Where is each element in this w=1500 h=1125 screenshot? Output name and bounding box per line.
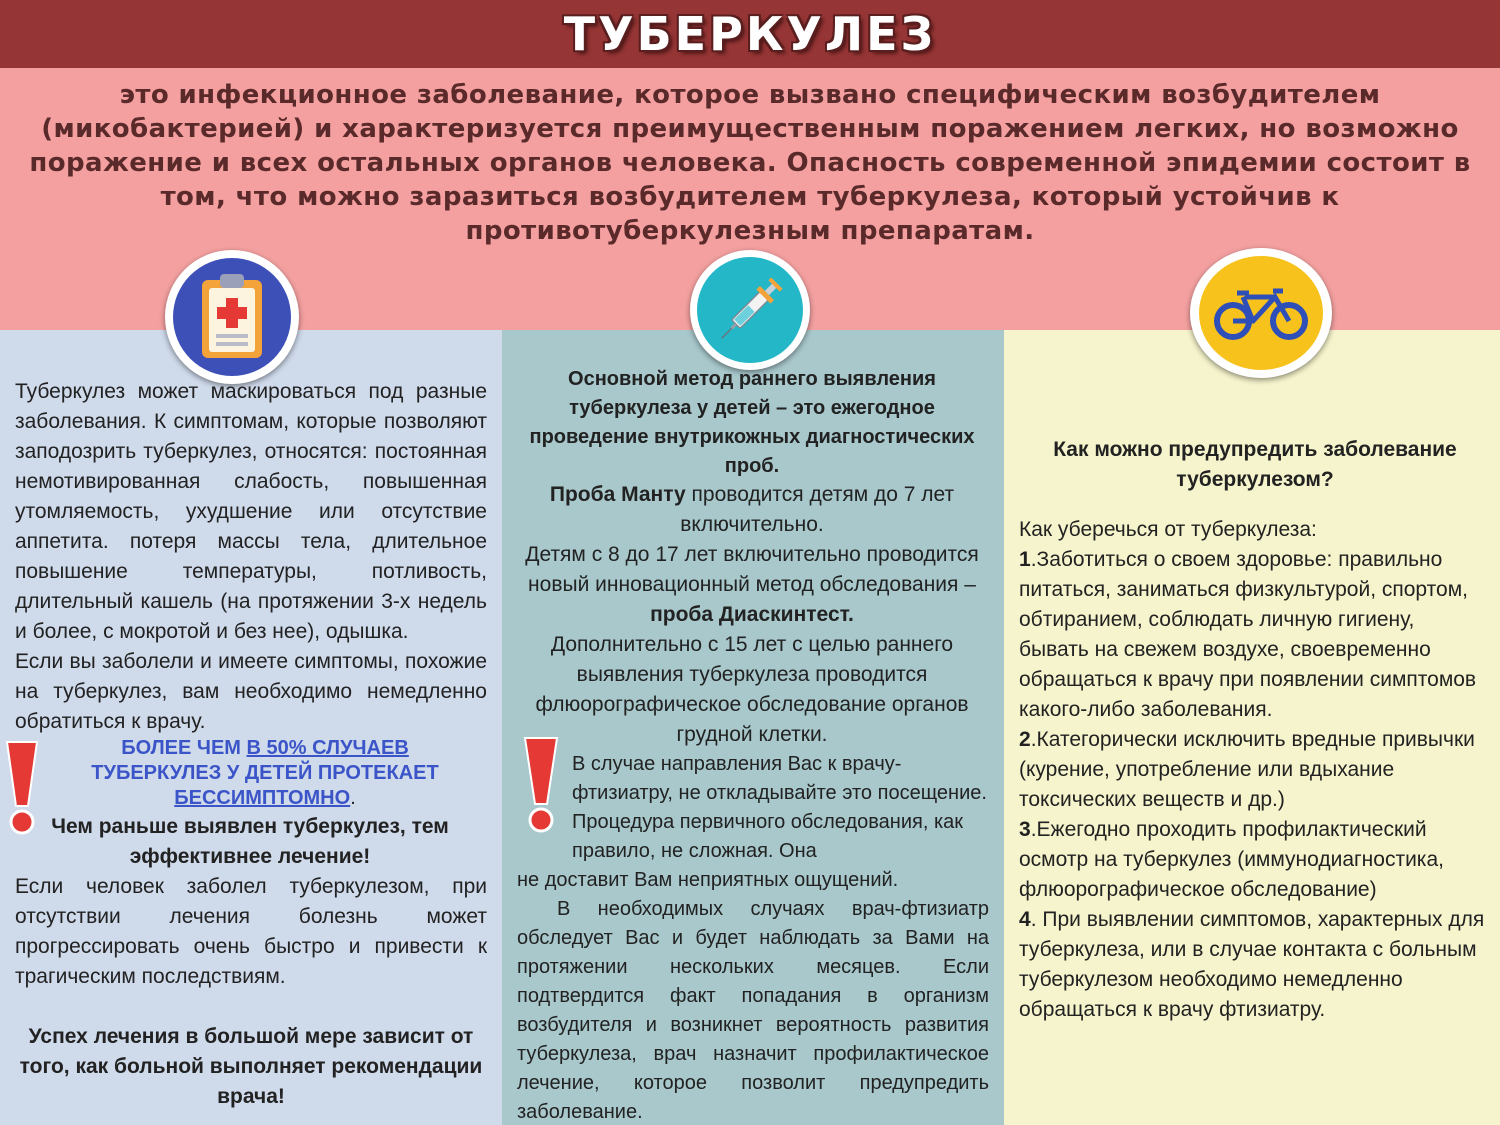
referral-paragraph: В случае направления Вас к врачу-фтизиатру, не откладывайте это посещение. Процедура первичного обследования, как правило, не сложная. Она — [572, 753, 987, 862]
list-item-text: .Категорически исключить вредные привычки (курение, употребление или вдыхание токсических веществ и др.) — [1019, 728, 1475, 811]
prevention-list — [1019, 545, 1489, 1025]
list-item-number: 1 — [1019, 548, 1031, 571]
title-bar — [0, 0, 1500, 68]
warning-exclamation-icon — [522, 736, 560, 834]
referral-end: не доставит Вам неприятных ощущений. — [517, 869, 899, 891]
intro-text: это инфекционное заболевание, которое вызвано специфическим возбудителем (микобактерией) и характеризуется преимущественным поражением легких, но возможно поражение и всех остальных органов человека. Опасность современной эпидемии состоит в том, что можно заразиться возбудителем туберкулеза, который устойчив к противотуберкулезным препаратам. — [29, 80, 1471, 246]
list-item-text: . При выявлении симптомов, характерных для туберкулеза, или в случае контакта с больным туберкулезом необходимо немедленно обращаться к врачу фтизиатру. — [1019, 908, 1485, 1021]
list-item-text: .Заботиться о своем здоровье: правильно питаться, заниматься физкультурой, спортом, обтиранием, соблюдать личную гигиену, бывать на свежем воздухе, своевременно обращаться к врачу при появлении симптомов какого-либо заболевания. — [1019, 548, 1477, 721]
treatment-success-bold: Успех лечения в большой мере зависит от того, как больной выполняет рекомендации врача! — [19, 1025, 483, 1108]
followup-paragraph: В необходимых случаях врач-фтизиатр обследует Вас и будет наблюдать за Вами на протяжении нескольких месяцев. Если подтвердится факт попадания в организм возбудителя и возникнет вероятность развития туберкулеза, врач назначит профилактическое лечение, которое позволит предупредить заболевание. — [517, 898, 989, 1123]
diaskintest-bold: проба Диаскинтест. — [650, 603, 854, 626]
list-item-number: 3 — [1019, 818, 1031, 841]
alert-text-dot: . — [350, 787, 356, 809]
diaskintest-text: Детям с 8 до 17 лет включительно проводится новый инновационный метод обследования – — [525, 543, 979, 596]
left-see-doctor-paragraph: Если вы заболели и имеете симптомы, похожие на туберкулез, вам необходимо немедленно обратиться к врачу. — [15, 650, 487, 733]
alert-text-c: ТУБЕРКУЛЕЗ У ДЕТЕЙ ПРОТЕКАЕТ — [91, 762, 439, 784]
asymptomatic-alert — [45, 736, 485, 811]
early-detection-bold: Чем раньше выявлен туберкулез, тем эффективнее лечение! — [51, 815, 449, 868]
left-symptoms-paragraph: Туберкулез может маскироваться под разные заболевания. К симптомам, которые позволяют заподозрить туберкулез, относятся: постоянная немотивированная слабость, повышенная утомляемость, ухудшение или отсутствие аппетита. потеря массы тела, длительное повышение температуры, потливость, длительный кашель (на протяжении 3-х недель и более, с мокротой и без нее), одышка. — [15, 380, 487, 643]
middle-heading: Основной метод раннего выявления туберкулеза у детей – это ежегодное проведение внутрикожных диагностических проб. — [529, 368, 975, 477]
fluorography-paragraph: Дополнительно с 15 лет с целью раннего выявления туберкулеза проводится флюорографическое обследование органов грудной клетки. — [535, 633, 969, 746]
mantoux-rest: проводится детям до 7 лет включительно. — [680, 483, 955, 536]
bicycle-icon — [1190, 248, 1332, 378]
page-title: ТУБЕРКУЛЕЗ — [563, 7, 937, 61]
mantoux-paragraph — [522, 480, 982, 540]
list-item — [1019, 545, 1489, 725]
warning-exclamation-icon — [4, 740, 40, 836]
list-item-text: .Ежегодно проходить профилактический осмотр на туберкулез (иммунодиагностика, флюорографическое обследование) — [1019, 818, 1444, 901]
alert-text-a: БОЛЕЕ ЧЕМ — [121, 737, 247, 759]
alert-text-b: В 50% СЛУЧАЕВ — [246, 737, 409, 759]
prevention-intro: Как уберечься от туберкулеза: — [1019, 518, 1317, 541]
diaskintest-paragraph — [522, 540, 982, 630]
clipboard-medical-icon — [165, 250, 299, 384]
mantoux-bold: Проба Манту — [549, 483, 686, 506]
list-item — [1019, 725, 1489, 815]
alert-text-d: БЕССИМПТОМНО — [174, 787, 351, 809]
list-item — [1019, 815, 1489, 905]
list-item-number: 2 — [1019, 728, 1031, 751]
syringe-icon — [690, 250, 810, 370]
left-progression-paragraph: Если человек заболел туберкулезом, при отсутствии лечения болезнь может прогрессировать очень быстро и привести к трагическим последствиям. — [15, 875, 487, 988]
list-item — [1019, 905, 1489, 1025]
list-item-number: 4 — [1019, 908, 1031, 931]
prevention-heading: Как можно предупредить заболевание туберкулезом? — [1053, 438, 1457, 491]
